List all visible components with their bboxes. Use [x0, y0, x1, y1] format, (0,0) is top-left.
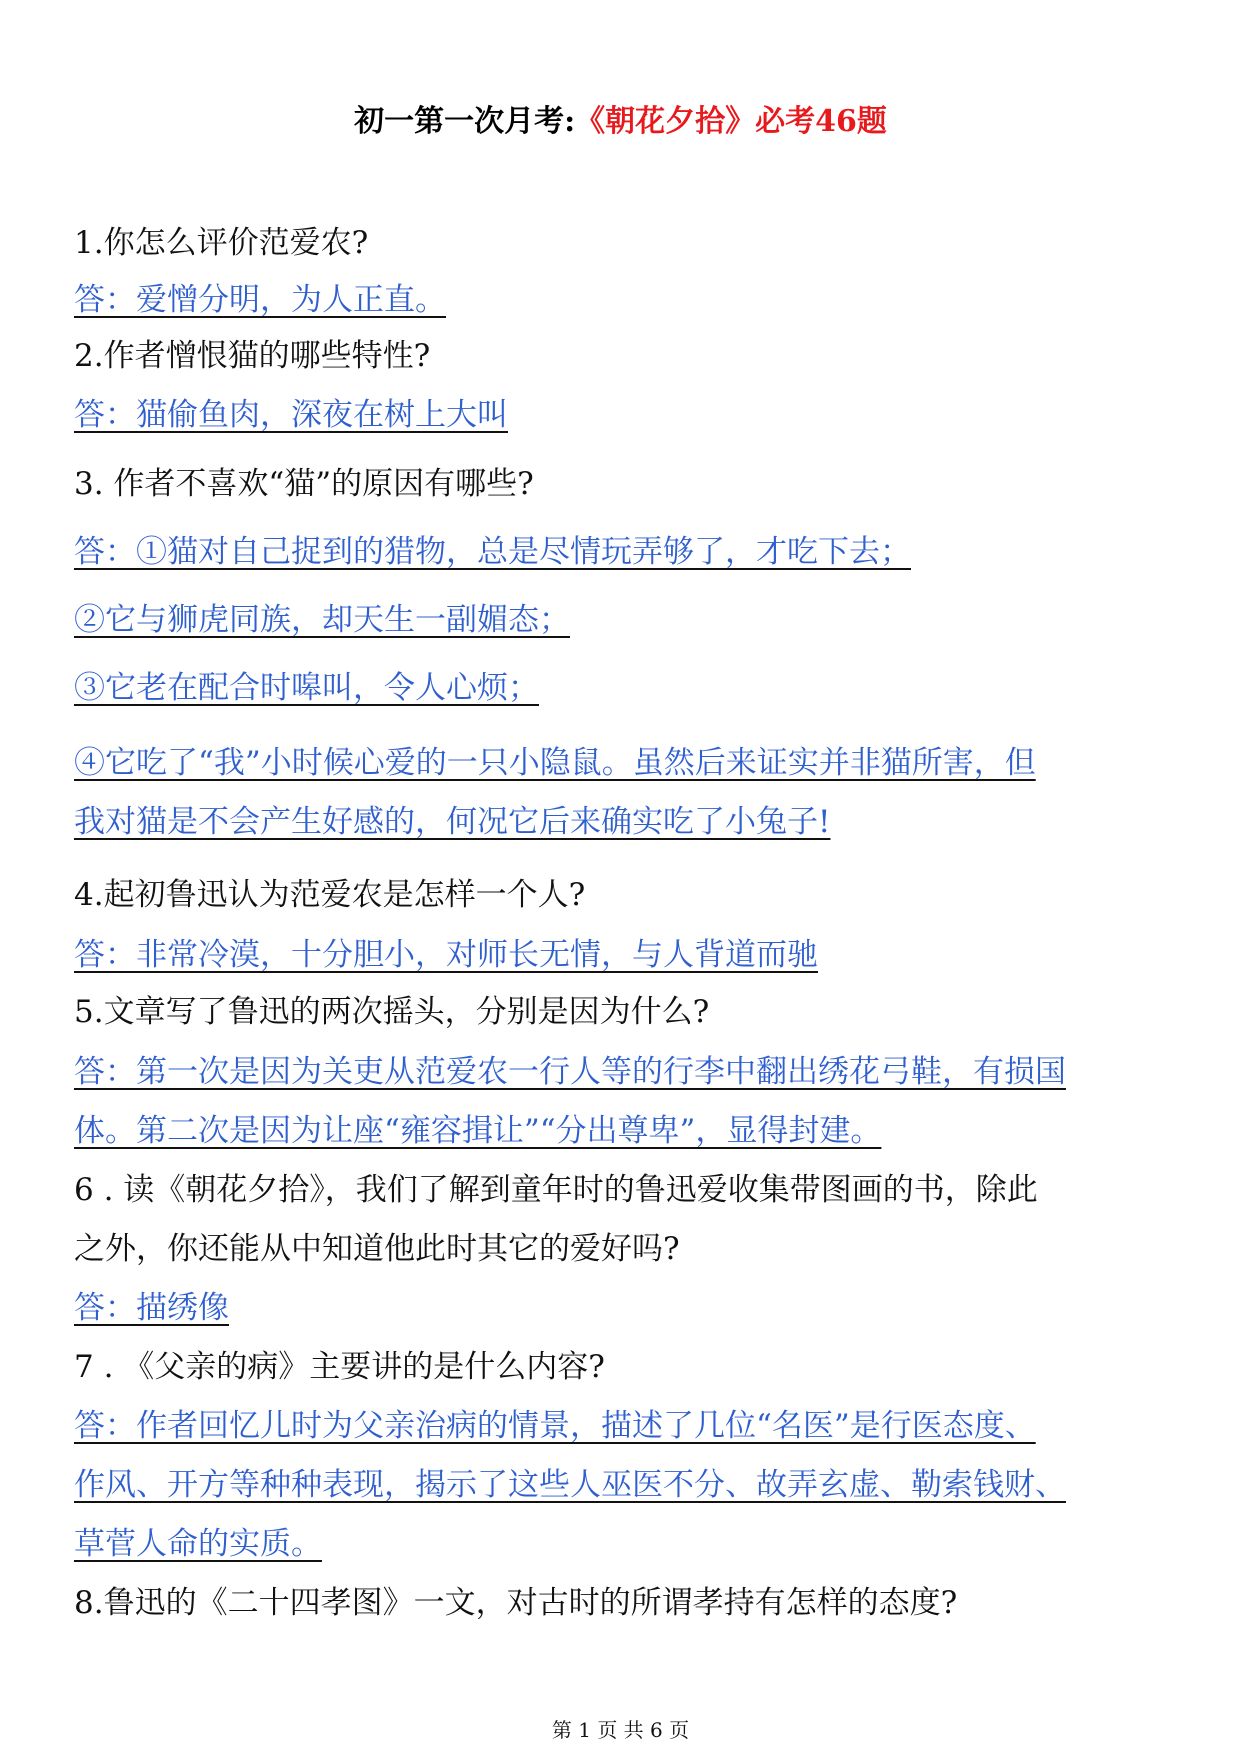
answer-6: 答：描绣像: [74, 1290, 229, 1326]
answer-5-line-1: 答：第一次是因为关吏从范爱农一行人等的行李中翻出绣花弓鞋，有损国: [74, 1054, 1066, 1090]
question-8: 8.鲁迅的《二十四孝图》一文，对古时的所谓孝持有怎样的态度?: [74, 1585, 958, 1621]
question-7: 7 . 《父亲的病》主要讲的是什么内容?: [74, 1349, 605, 1385]
page-title: [0, 82, 1241, 162]
title-black: 初一第一次月考:: [354, 104, 576, 139]
question-6-line-2: 之外，你还能从中知道他此时其它的爱好吗?: [74, 1231, 680, 1267]
answer-7-line-1: 答：作者回忆儿时为父亲治病的情景，描述了几位“名医”是行医态度、: [74, 1408, 1036, 1444]
answer-4: 答：非常冷漠，十分胆小，对师长无情，与人背道而驰: [74, 937, 818, 973]
question-3: 3. 作者不喜欢“猫”的原因有哪些?: [74, 466, 534, 502]
answer-3-line-1: 答：①猫对自己捉到的猎物，总是尽情玩弄够了，才吃下去；: [74, 534, 911, 570]
answer-3-line-4: ④它吃了“我”小时候心爱的一只小隐鼠。虽然后来证实并非猫所害，但: [74, 745, 1036, 781]
answer-3-line-2: ②它与狮虎同族，却天生一副媚态；: [74, 602, 570, 638]
question-2: 2.作者憎恨猫的哪些特性?: [74, 338, 431, 374]
page-footer: 第 1 页 共 6 页: [551, 1718, 690, 1742]
answer-3-line-3: ③它老在配合时嗥叫，令人心烦；: [74, 670, 539, 706]
question-6-line-1: 6 . 读《朝花夕拾》，我们了解到童年时的鲁迅爱收集带图画的书，除此: [74, 1172, 1038, 1208]
answer-3-line-5: 我对猫是不会产生好感的，何况它后来确实吃了小兔子!: [74, 804, 831, 840]
answer-7-line-3: 草菅人命的实质。: [74, 1526, 322, 1562]
title-red: 《朝花夕拾》必考46题: [575, 104, 887, 139]
question-4: 4.起初鲁迅认为范爱农是怎样一个人?: [74, 877, 586, 913]
answer-5-line-2: 体。第二次是因为让座“雍容揖让”“分出尊卑”，显得封建。: [74, 1113, 882, 1149]
answer-2: 答：猫偷鱼肉，深夜在树上大叫: [74, 397, 508, 433]
question-1: 1.你怎么评价范爱农?: [74, 225, 369, 261]
question-5: 5.文章写了鲁迅的两次摇头，分别是因为什么?: [74, 994, 710, 1030]
answer-1: 答：爱憎分明，为人正直。: [74, 282, 446, 318]
answer-7-line-2: 作风、开方等种种表现，揭示了这些人巫医不分、故弄玄虚、勒索钱财、: [74, 1467, 1066, 1503]
